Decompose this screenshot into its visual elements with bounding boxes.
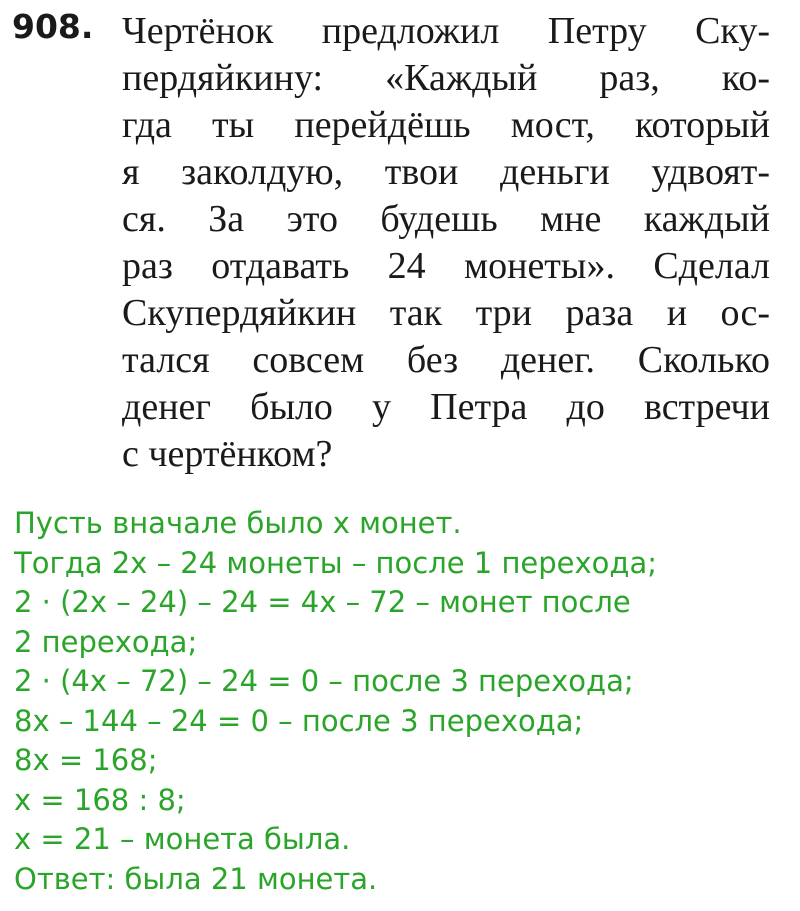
solution-line: х = 168 : 8; xyxy=(14,782,186,817)
solution-answer: Ответ: была 21 монета. xyxy=(14,861,378,896)
solution-line: 2 · (4х – 72) – 24 = 0 – после 3 перехода; xyxy=(14,664,634,698)
solution-line: 8х = 168; xyxy=(14,743,158,777)
problem-line: тался совсем без денег. Сколько xyxy=(122,339,770,381)
problem-line: Чертёнок предложил Петру Ску- xyxy=(122,10,770,52)
problem-line: пердяйкину: «Каждый раз, ко- xyxy=(122,57,770,99)
solution-line: Тогда 2х – 24 монеты – после 1 перехода; xyxy=(14,545,658,580)
problem-line: Скупердяйкин так три раза и ос- xyxy=(122,292,770,334)
solution-line: Пусть вначале было х монет. xyxy=(14,506,462,540)
problem-line: с чертёнком? xyxy=(122,433,333,475)
problem-line: раз отдавать 24 монеты». Сделал xyxy=(122,245,770,287)
problem-line: денег было у Петра до встречи xyxy=(122,386,770,428)
solution-block xyxy=(14,504,657,899)
solution-line: 2 · (2х – 24) – 24 = 4х – 72 – монет после xyxy=(14,585,631,619)
solution-line: 2 перехода; xyxy=(14,624,198,659)
problem-line: я заколдую, твои деньги удвоят- xyxy=(122,151,770,193)
problem-line: гда ты перейдёшь мост, который xyxy=(122,104,770,146)
solution-line: 8х – 144 – 24 = 0 – после 3 перехода; xyxy=(14,703,584,738)
problem-statement xyxy=(122,8,770,478)
problem-line: ся. За это будешь мне каждый xyxy=(122,198,770,240)
solution-line: х = 21 – монета была. xyxy=(14,822,351,856)
problem-number: 908. xyxy=(12,7,94,46)
